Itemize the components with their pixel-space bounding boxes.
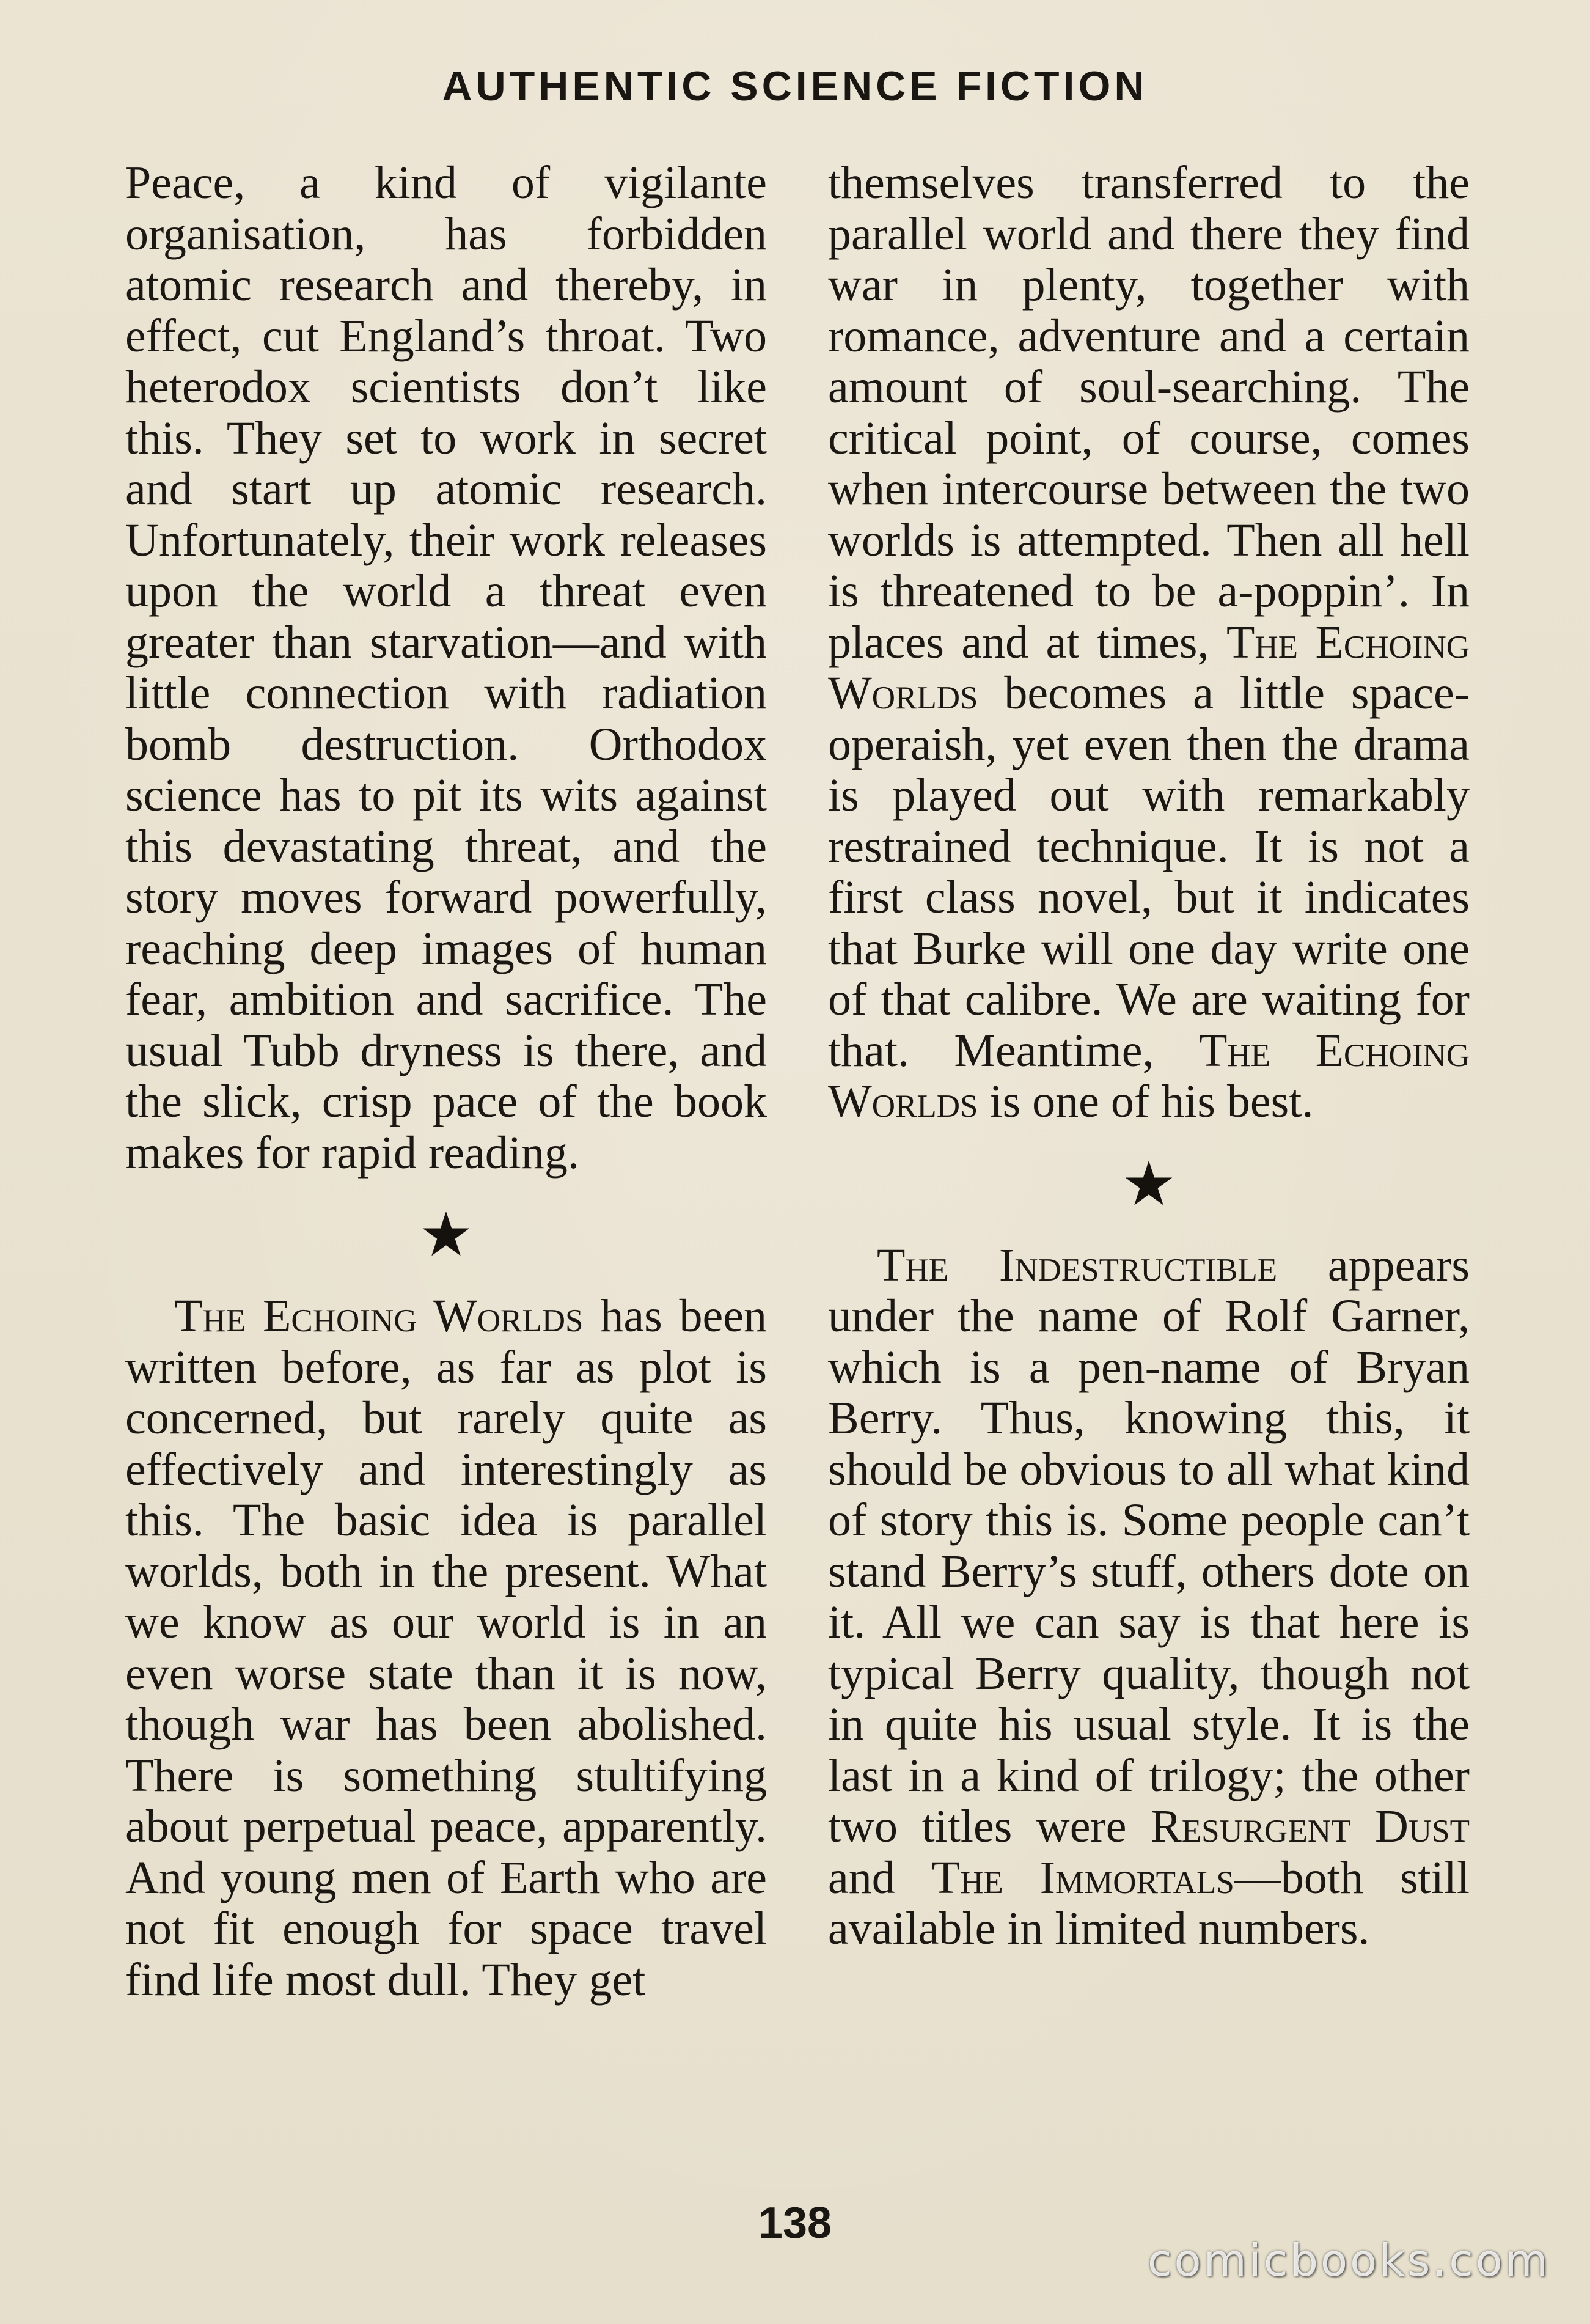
running-head: AUTHENTIC SCIENCE FICTION <box>442 63 1148 109</box>
book-title-echoing-worlds: The Echoing Worlds <box>828 1024 1470 1127</box>
right-paragraph-2 <box>828 1240 1470 1955</box>
right-paragraph-1-text-b: becomes a little space-operaish, yet even then the drama is played out with remarkably restrained technique. It is not a first class novel, but it indicates that Burke will one day write one of that calibre. We are waiting for that. Meantime, <box>828 667 1470 1076</box>
book-title-echoing-worlds: The Echoing Worlds <box>828 616 1470 719</box>
book-title-echoing-worlds: The Echoing Worlds <box>174 1290 584 1342</box>
section-break-star-icon: ★ <box>419 1199 474 1270</box>
left-column <box>125 158 767 2006</box>
right-paragraph-2-text-a: appears under the name of Rolf Garner, which is a pen-name of Bryan Berry. Thus, knowing this, it should be obvious to all what kind of story this is. Some people can’t stand Berry’s stuff, others dote on it. All we can say is that here is typical Berry quality, though not in quite his usual style. It is the last in a kind of trilogy; the other two titles were <box>828 1239 1470 1852</box>
book-title-indestructible: The Indestructible <box>877 1239 1278 1291</box>
section-break-star-icon: ★ <box>1121 1147 1176 1219</box>
page-number: 138 <box>758 2199 832 2248</box>
right-paragraph-2-text-c: —both still available in limited numbers. <box>828 1851 1470 1954</box>
right-paragraph-1-text-c: is one of his best. <box>978 1076 1314 1127</box>
book-title-immortals: The Immortals <box>931 1851 1234 1903</box>
right-column <box>828 158 1470 1955</box>
right-paragraph-1-text-a: themselves transferred to the parallel world and there they find war in plenty, together with romance, adventure and a certain amount of soul-searching. The critical point, of course, comes when intercourse between the two worlds is attempted. Then all hell is threatened to be a-poppin’. In places and at times, <box>828 157 1470 668</box>
left-paragraph-2-text: has been written before, as far as plot is concerned, but rarely quite as effectively and interestingly as this. The basic idea is parallel worlds, both in the present. What we know as our world is in an even worse state than it is now, though war has been abolished. There is something stultifying about perpetual peace, apparently. And young men of Earth who are not fit enough for space travel find life most dull. They get <box>125 1290 767 2006</box>
right-paragraph-2-text-b: and <box>828 1851 932 1903</box>
left-paragraph-2 <box>125 1291 767 2006</box>
book-title-resurgent-dust: Resurgent Dust <box>1151 1801 1470 1852</box>
left-paragraph-1: Peace, a kind of vigilante organisation, has forbidden atomic research and thereby, in effect, cut England’s throat. Two heterodox scientists don’t like this. They set to work in secret and start up atomic research. Unfortunately, their work releases upon the world a threat even greater than starvation—and with little connection with radiation bomb destruction. Orthodox science has to pit its wits against this devastating threat, and the story moves forward powerfully, reaching deep images of human fear, ambition and sacrifice. The usual Tubb dryness is there, and the slick, crisp pace of the book makes for rapid reading. <box>125 157 767 1179</box>
right-paragraph-1 <box>828 158 1470 1128</box>
watermark: comicbooks.com <box>1147 2235 1550 2286</box>
